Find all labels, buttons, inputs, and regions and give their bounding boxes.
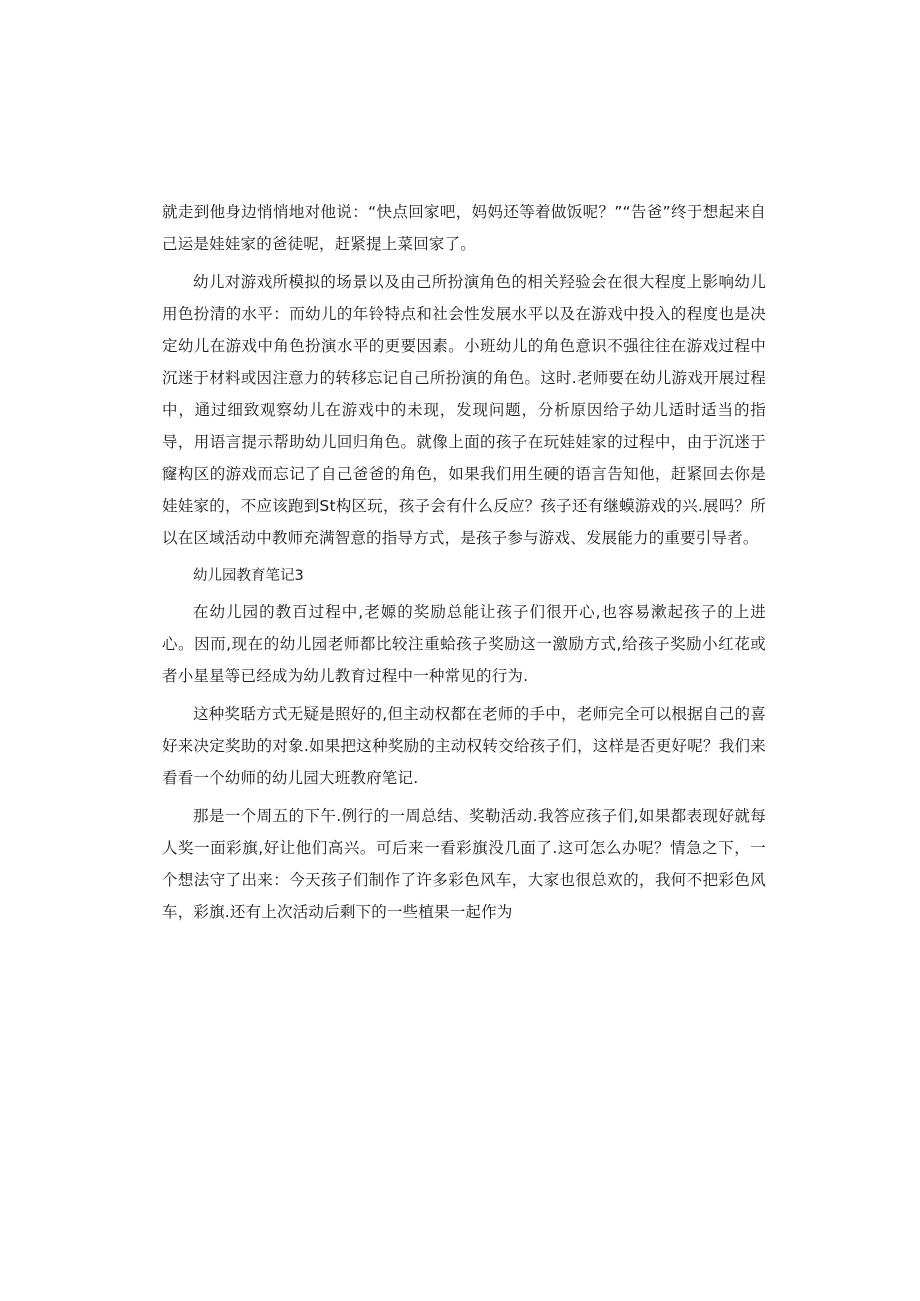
paragraph-1: 就走到他身边悄悄地对他说：“快点回家吧，妈妈还等着做饭呢？”“告爸”终于想起来自己运是娃娃家的爸徒呢，赶紧提上菜回家了。 [162,203,766,253]
paragraph-2: 幼儿对游戏所模拟的场景以及由己所扮演角色的相关羟验会在很大程度上影响幼儿用色扮清的水平：而幼儿的年铃特点和社会性发展水平以及在游戏中投入的程度也是决定幼儿在游戏中角色扮演水平的更要因素。小班幼儿的角色意识不强往往在游戏过程中沉迷于材料或因注意力的转移忘记自己所扮演的角色。这时.老师要在幼儿游戏开展过程中，通过细致观察幼儿在游戏中的未现，发现问题，分析原因给子幼儿适时适当的指导，用语言提示帮助幼儿回归角色。就像上面的孩子在玩娃娃家的过程中，由于沉迷于窿构区的游戏而忘记了自己爸爸的角色，如果我们用生硬的语言告知他，赶紧回去你是娃娃家的，不应该跑到St构区玩，孩子会有什么反应？孩子还有继蟆游戏的兴.展吗？所以在区域活动中教师充满智意的指导方式，是孩子参与游戏、发展能力的重要引导者。 [162,273,766,547]
paragraph-4: 这种奖聒方式无疑是照好的,但主动权都在老师的手中，老师完全可以根据自己的喜好来决定奖助的对象.如果把这种奖励的主动权转交给孩子们，这样是否更好呢？我们来看看一个幼师的幼儿园大班教府笔记. [162,705,766,787]
section-heading: 幼儿园教育笔记3 [193,568,304,584]
paragraph-5: 那是一个周五的下午.例行的一周总结、奖勒活动.我答应孩子们,如果都表现好就每人奖一面彩旗,好让他们高兴。可后来一看彩旗没几面了.这可怎么办呢？情急之下，一个想法守了出来：今天孩子们制作了许多彩色风车，大家也很总欢的，我何不把彩色风车，彩旗.还有上次活动后剩下的一些植果一起作为 [162,807,766,921]
document-body [162,196,766,934]
paragraph-3: 在幼儿园的教百过程中,老嫄的奖励总能让孩子们很开心,也容易漱起孩子的上进心。因而,现在的幼儿园老师都比较注重蛤孩子奖励这一激励方式,给孩子奖励小红花或者小星星等已经成为幼儿教育过程中一种常见的行为. [162,603,766,685]
